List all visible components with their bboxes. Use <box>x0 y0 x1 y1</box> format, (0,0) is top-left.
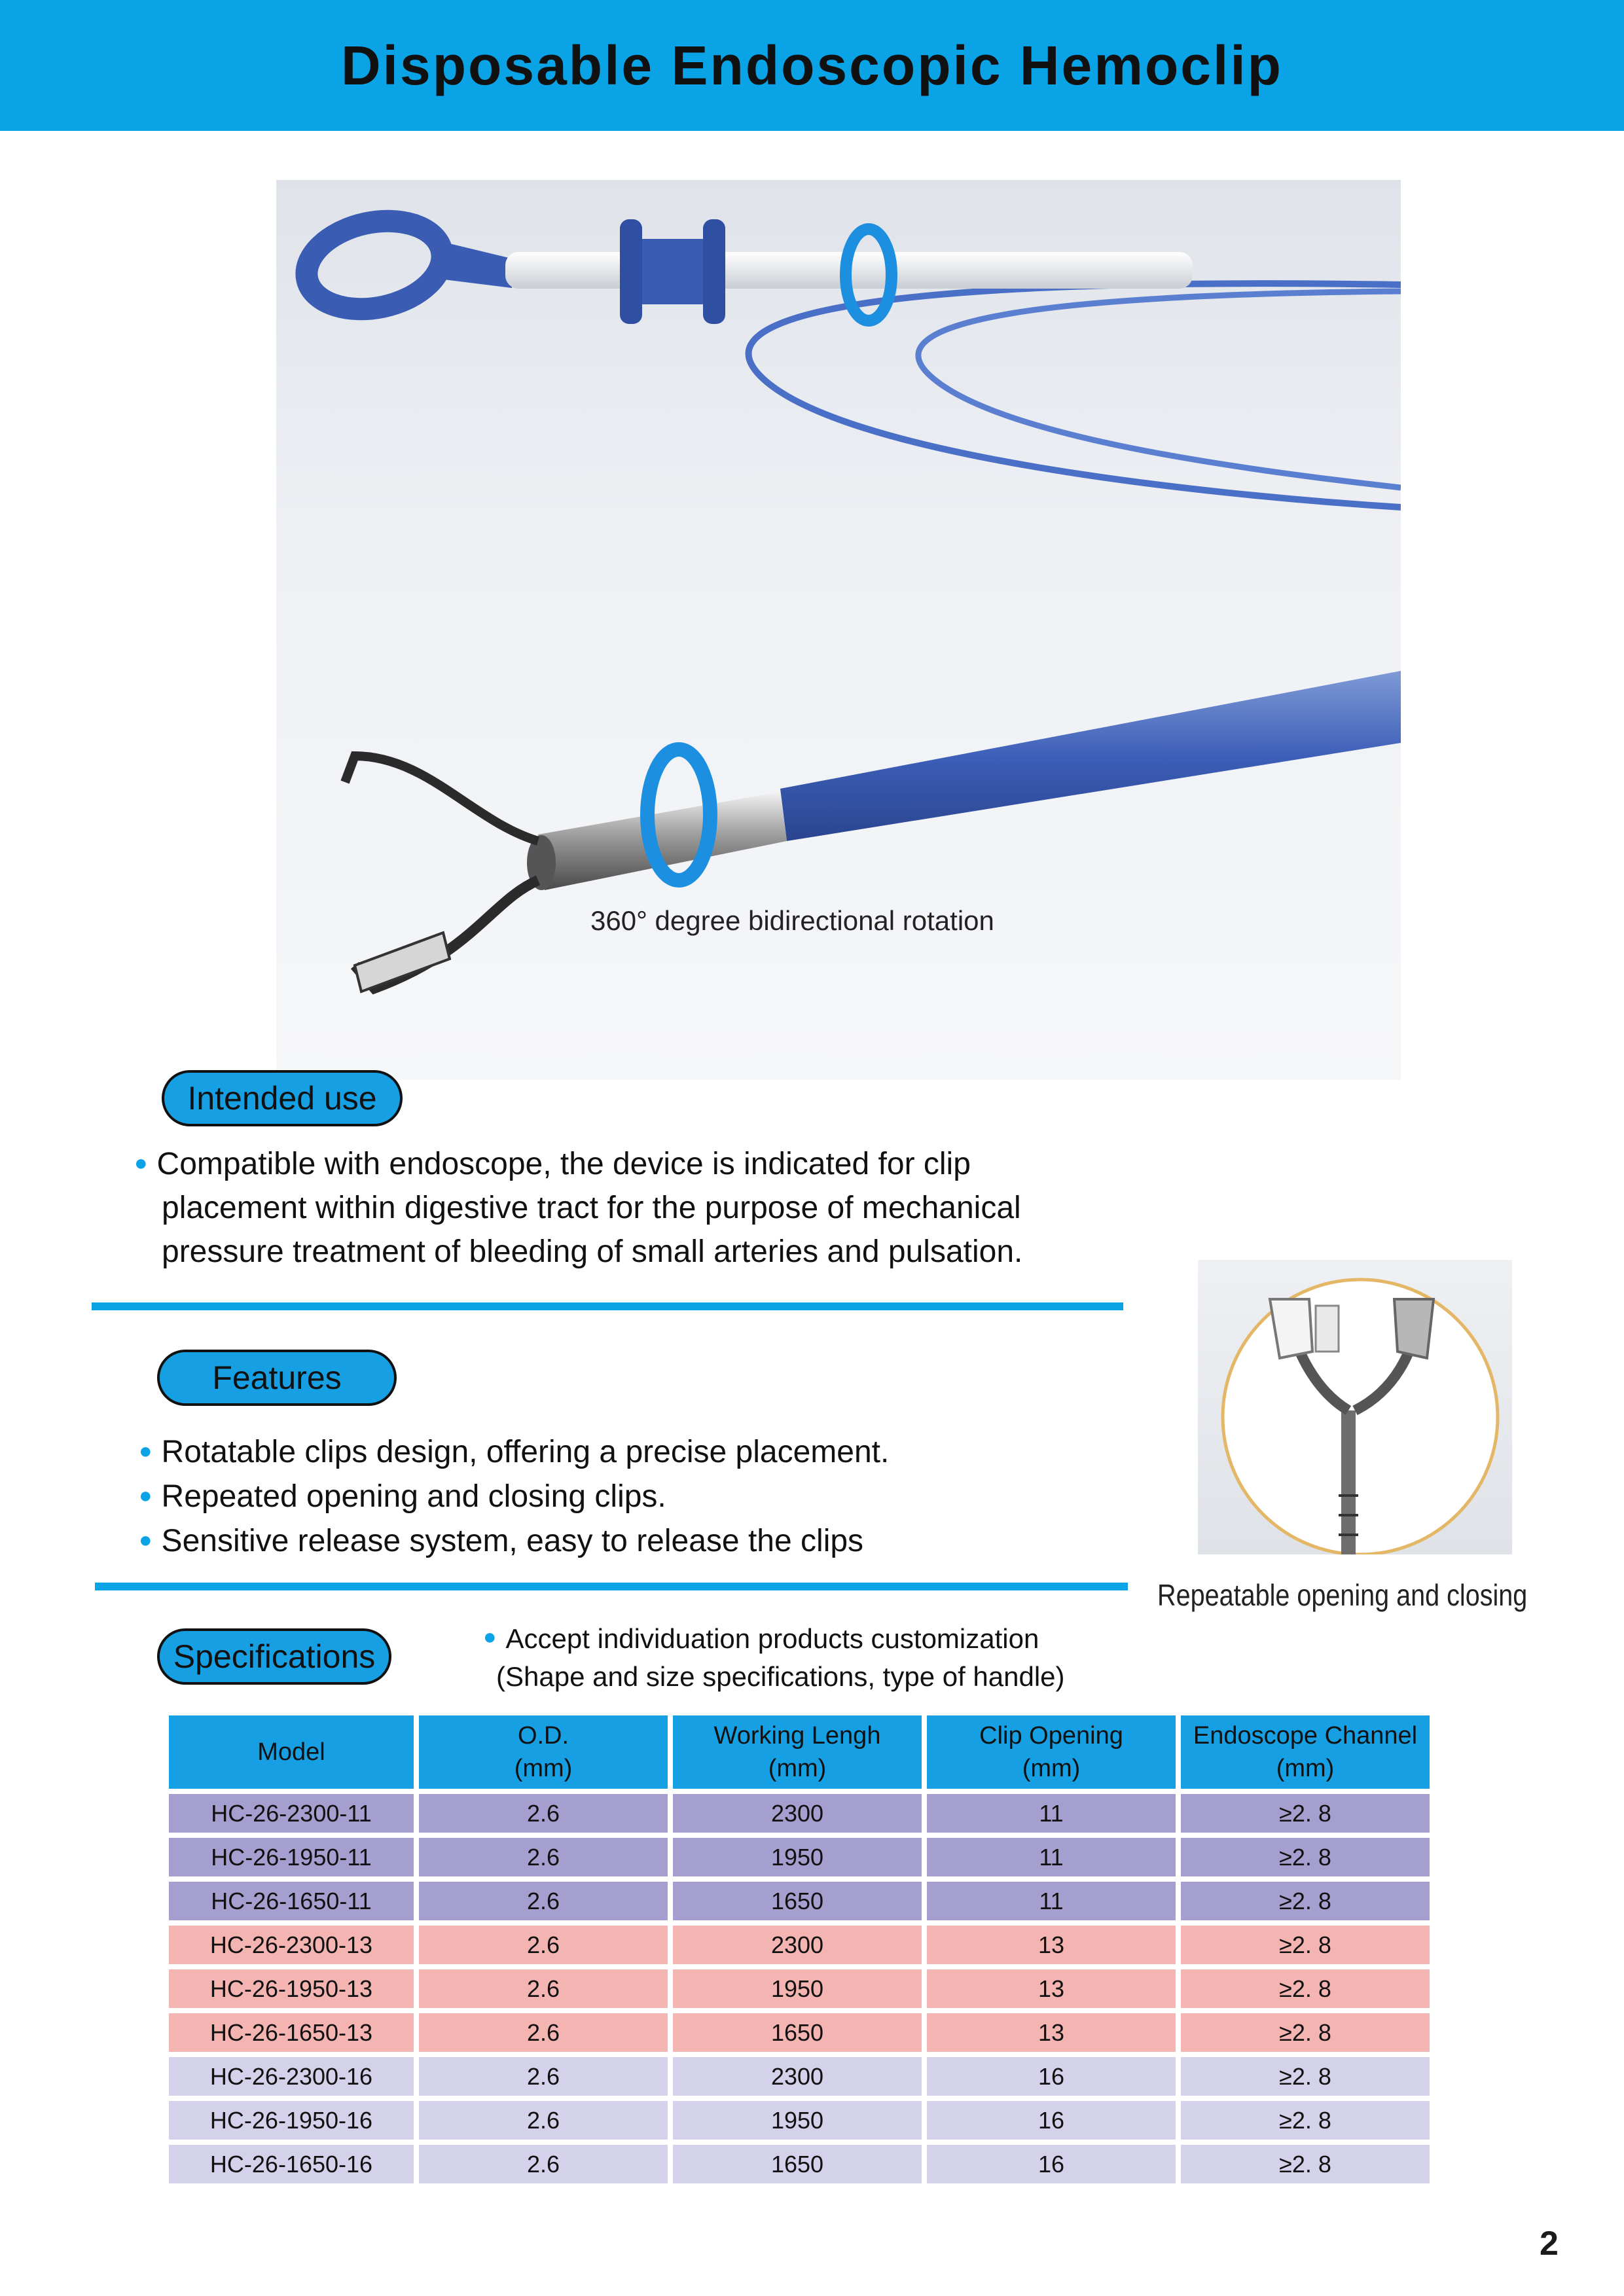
intended-use-line: ● Compatible with endoscope, the device is indicated for clip <box>134 1147 971 1181</box>
model-cell: HC-26-1650-16 <box>169 2145 414 2183</box>
column-header: Model <box>169 1715 414 1789</box>
model-cell: HC-26-1950-11 <box>169 1838 414 1876</box>
od-cell: 2.6 <box>419 1838 668 1876</box>
table-row <box>169 2101 1430 2140</box>
table-row <box>169 2013 1430 2052</box>
clip-opening-cell: 11 <box>927 1794 1176 1833</box>
length-cell: 2300 <box>673 1794 922 1833</box>
intended-use-heading-label: Intended use <box>187 1080 377 1117</box>
title-bar <box>0 0 1624 131</box>
model-cell: HC-26-2300-13 <box>169 1926 414 1964</box>
rotation-caption: 360° degree bidirectional rotation <box>590 905 994 936</box>
clip-opening-cell: 16 <box>927 2057 1176 2096</box>
feature-item: ● Rotatable clips design, offering a precise placement. <box>139 1435 890 1469</box>
od-cell: 2.6 <box>419 2101 668 2140</box>
page-number: 2 <box>1540 2225 1559 2263</box>
specifications-table <box>164 1710 1435 2189</box>
clip-opening-cell: 11 <box>927 1838 1176 1876</box>
features-list <box>139 1429 889 1563</box>
clip-opening-cell: 16 <box>927 2145 1176 2183</box>
channel-cell: ≥2. 8 <box>1181 1838 1430 1876</box>
column-header: Clip Opening (mm) <box>927 1715 1176 1789</box>
length-cell: 1950 <box>673 1969 922 2008</box>
feature-item: ● Repeated opening and closing clips. <box>139 1479 666 1514</box>
od-cell: 2.6 <box>419 1882 668 1920</box>
bullet-icon: ● <box>139 1483 153 1508</box>
table-row <box>169 1838 1430 1876</box>
model-cell: HC-26-2300-16 <box>169 2057 414 2096</box>
od-cell: 2.6 <box>419 2013 668 2052</box>
page-title: Disposable Endoscopic Hemoclip <box>341 34 1283 96</box>
length-cell: 1950 <box>673 2101 922 2140</box>
od-cell: 2.6 <box>419 2057 668 2096</box>
table-row <box>169 1882 1430 1920</box>
channel-cell: ≥2. 8 <box>1181 2013 1430 2052</box>
table-row <box>169 2145 1430 2183</box>
intended-use-text <box>134 1141 1022 1274</box>
clip-opening-cell: 16 <box>927 2101 1176 2140</box>
length-cell: 1950 <box>673 1838 922 1876</box>
od-cell: 2.6 <box>419 2145 668 2183</box>
channel-cell: ≥2. 8 <box>1181 1794 1430 1833</box>
clip-opening-cell: 13 <box>927 1926 1176 1964</box>
clip-opening-cell: 13 <box>927 1969 1176 2008</box>
length-cell: 2300 <box>673 1926 922 1964</box>
clip-opening-cell: 11 <box>927 1882 1176 1920</box>
length-cell: 1650 <box>673 2145 922 2183</box>
od-cell: 2.6 <box>419 1926 668 1964</box>
table-row <box>169 2057 1430 2096</box>
customization-note-line: ● Accept individuation products customization <box>483 1623 1039 1654</box>
product-hero-image <box>276 180 1401 1080</box>
table-row <box>169 1969 1430 2008</box>
model-cell: HC-26-1650-11 <box>169 1882 414 1920</box>
intended-use-heading <box>162 1070 403 1126</box>
od-cell: 2.6 <box>419 1794 668 1833</box>
features-heading <box>157 1350 397 1406</box>
model-cell: HC-26-1650-13 <box>169 2013 414 2052</box>
table-row <box>169 1926 1430 1964</box>
hemoclip-illustration <box>276 180 1401 1080</box>
model-cell: HC-26-1950-16 <box>169 2101 414 2140</box>
table-header-row <box>169 1715 1430 1789</box>
clip-caption: Repeatable opening and closing <box>1157 1578 1528 1612</box>
customization-note-line: (Shape and size specifications, type of handle) <box>496 1661 1065 1692</box>
channel-cell: ≥2. 8 <box>1181 1969 1430 2008</box>
model-cell: HC-26-2300-11 <box>169 1794 414 1833</box>
length-cell: 1650 <box>673 1882 922 1920</box>
specifications-heading-label: Specifications <box>173 1638 376 1675</box>
section-divider <box>92 1302 1123 1310</box>
bullet-icon: ● <box>483 1624 497 1649</box>
feature-item: ● Sensitive release system, easy to release the clips <box>139 1524 864 1558</box>
length-cell: 2300 <box>673 2057 922 2096</box>
channel-cell: ≥2. 8 <box>1181 1882 1430 1920</box>
clip-closeup-illustration <box>1198 1260 1512 1554</box>
channel-cell: ≥2. 8 <box>1181 2101 1430 2140</box>
bullet-icon: ● <box>139 1528 153 1552</box>
table-row <box>169 1794 1430 1833</box>
model-cell: HC-26-1950-13 <box>169 1969 414 2008</box>
od-cell: 2.6 <box>419 1969 668 2008</box>
channel-cell: ≥2. 8 <box>1181 1926 1430 1964</box>
bullet-icon: ● <box>134 1151 148 1175</box>
specifications-heading <box>157 1628 391 1685</box>
bullet-icon: ● <box>139 1439 153 1463</box>
column-header: Working Lengh (mm) <box>673 1715 922 1789</box>
length-cell: 1650 <box>673 2013 922 2052</box>
clip-closeup-image <box>1198 1260 1512 1554</box>
customization-note <box>483 1618 1065 1696</box>
clip-opening-cell: 13 <box>927 2013 1176 2052</box>
column-header: Endoscope Channel (mm) <box>1181 1715 1430 1789</box>
channel-cell: ≥2. 8 <box>1181 2145 1430 2183</box>
column-header: O.D. (mm) <box>419 1715 668 1789</box>
section-divider <box>95 1583 1128 1590</box>
channel-cell: ≥2. 8 <box>1181 2057 1430 2096</box>
intended-use-line: placement within digestive tract for the purpose of mechanical <box>162 1191 1021 1225</box>
features-heading-label: Features <box>212 1359 342 1396</box>
intended-use-line: pressure treatment of bleeding of small arteries and pulsation. <box>162 1234 1023 1269</box>
